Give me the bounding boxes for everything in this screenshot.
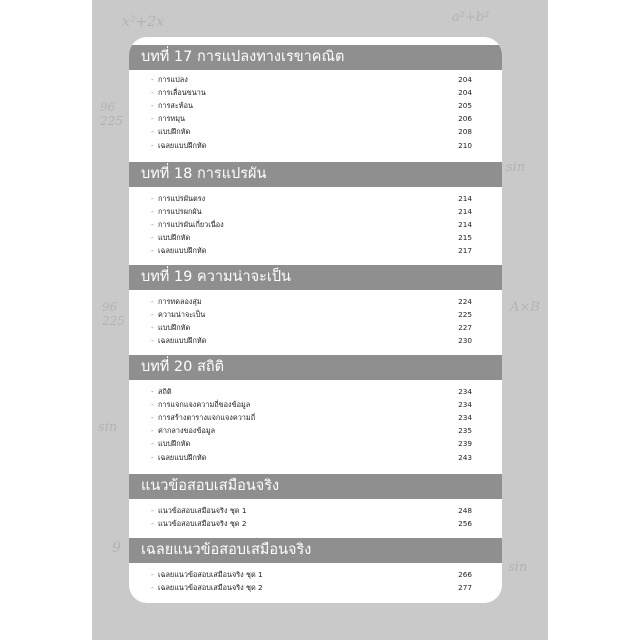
entry-title: ค่ากลางของข้อมูล — [158, 426, 216, 436]
entry-page-number: 256 — [458, 519, 472, 529]
entry-title: แนวข้อสอบเสมือนจริง ชุด 1 — [158, 506, 247, 515]
entry-title: การเลื่อนขนาน — [158, 88, 206, 98]
entry-title: การสร้างตารางแจกแจงความถี่ — [158, 413, 256, 423]
section-heading: บทที่ 20 สถิติ — [129, 355, 502, 380]
entry-page-number: 243 — [458, 452, 472, 462]
entry-title: การแปรผันตรง — [158, 194, 206, 203]
entry-title: การแจกแจงความถี่ของข้อมูล — [158, 400, 251, 410]
entry-title: การทดลองสุ่ม — [158, 297, 202, 306]
bullet-dash: - — [151, 426, 154, 436]
entry-title: แบบฝึกหัด — [158, 233, 191, 243]
math-doodle-decoration: 96 225 — [100, 100, 123, 128]
toc-entry[interactable] — [129, 87, 502, 99]
bullet-dash: - — [151, 233, 154, 243]
entry-title: การหมุน — [158, 114, 186, 124]
entry-title: แบบฝึกหัด — [158, 323, 191, 333]
entry-title: เฉลยแบบฝึกหัด — [158, 140, 207, 150]
toc-entry[interactable] — [129, 386, 502, 398]
section-heading: เฉลยแนวข้อสอบเสมือนจริง — [129, 538, 502, 563]
toc-entry[interactable] — [129, 335, 502, 347]
toc-entry[interactable] — [129, 232, 502, 244]
entry-page-number: 248 — [458, 506, 472, 515]
entry-page-number: 277 — [458, 583, 472, 593]
entry-page-number: 214 — [458, 194, 472, 203]
bullet-dash: - — [151, 246, 154, 256]
entry-page-number: 266 — [458, 570, 472, 579]
bullet-dash: - — [151, 88, 154, 98]
entry-title: การแปรผันเกี่ยวเนื่อง — [158, 220, 224, 230]
entry-page-number: 214 — [458, 207, 472, 217]
toc-entry[interactable] — [129, 245, 502, 257]
section-heading: บทที่ 19 ความน่าจะเป็น — [129, 265, 502, 290]
entry-page-number: 204 — [458, 75, 472, 84]
toc-entry[interactable] — [129, 322, 502, 334]
entry-title: สถิติ — [158, 387, 172, 396]
bullet-dash: - — [151, 194, 154, 203]
toc-entry[interactable] — [129, 518, 502, 530]
entry-title: แบบฝึกหัด — [158, 127, 191, 137]
bullet-dash: - — [151, 570, 154, 579]
entry-title: การแปลง — [158, 75, 188, 84]
entry-title: การแปรผกผัน — [158, 207, 202, 217]
table-of-contents-card — [129, 37, 502, 603]
section-heading: บทที่ 17 การแปลงทางเรขาคณิต — [129, 45, 502, 70]
toc-entry[interactable] — [129, 100, 502, 112]
entry-page-number: 217 — [458, 246, 472, 256]
entry-title: การสะท้อน — [158, 101, 193, 111]
bullet-dash: - — [151, 506, 154, 515]
toc-entry[interactable] — [129, 140, 502, 152]
bullet-dash: - — [151, 220, 154, 230]
bullet-dash: - — [151, 519, 154, 529]
toc-entry[interactable] — [129, 206, 502, 218]
toc-entry[interactable] — [129, 452, 502, 464]
entry-page-number: 208 — [458, 127, 472, 137]
entry-title: เฉลยแนวข้อสอบเสมือนจริง ชุด 2 — [158, 583, 263, 593]
entry-title: เฉลยแนวข้อสอบเสมือนจริง ชุด 1 — [158, 570, 263, 579]
entry-title: เฉลยแบบฝึกหัด — [158, 246, 207, 256]
toc-entry[interactable] — [129, 582, 502, 594]
entry-page-number: 230 — [458, 336, 472, 346]
entry-page-number: 205 — [458, 101, 472, 111]
bullet-dash: - — [151, 127, 154, 137]
entry-page-number: 227 — [458, 323, 472, 333]
toc-entry[interactable] — [129, 569, 502, 581]
bullet-dash: - — [151, 452, 154, 462]
toc-entry[interactable] — [129, 296, 502, 308]
bullet-dash: - — [151, 387, 154, 396]
toc-entry[interactable] — [129, 412, 502, 424]
toc-entry[interactable] — [129, 74, 502, 86]
math-doodle-decoration: 9 — [112, 540, 121, 556]
entry-page-number: 206 — [458, 114, 472, 124]
entry-page-number: 234 — [458, 400, 472, 410]
math-doodle-decoration: x²+2x — [122, 14, 165, 30]
bullet-dash: - — [151, 207, 154, 217]
toc-entry[interactable] — [129, 399, 502, 411]
toc-entry[interactable] — [129, 425, 502, 437]
math-doodle-decoration: 96 225 — [102, 300, 125, 328]
entry-page-number: 224 — [458, 297, 472, 306]
entry-title: ความน่าจะเป็น — [158, 310, 206, 320]
bullet-dash: - — [151, 297, 154, 306]
entry-title: เฉลยแบบฝึกหัด — [158, 336, 207, 346]
bullet-dash: - — [151, 583, 154, 593]
bullet-dash: - — [151, 310, 154, 320]
toc-entry[interactable] — [129, 438, 502, 450]
entry-page-number: 234 — [458, 387, 472, 396]
toc-entry[interactable] — [129, 219, 502, 231]
toc-entry[interactable] — [129, 505, 502, 517]
entry-page-number: 210 — [458, 140, 472, 150]
bullet-dash: - — [151, 101, 154, 111]
entry-page-number: 234 — [458, 413, 472, 423]
entry-page-number: 204 — [458, 88, 472, 98]
entry-title: เฉลยแบบฝึกหัด — [158, 452, 207, 462]
entry-page-number: 225 — [458, 310, 472, 320]
bullet-dash: - — [151, 413, 154, 423]
bullet-dash: - — [151, 323, 154, 333]
section-heading: แนวข้อสอบเสมือนจริง — [129, 474, 502, 499]
entry-page-number: 215 — [458, 233, 472, 243]
bullet-dash: - — [151, 140, 154, 150]
entry-title: แนวข้อสอบเสมือนจริง ชุด 2 — [158, 519, 247, 529]
entry-page-number: 214 — [458, 220, 472, 230]
toc-entry[interactable] — [129, 193, 502, 205]
math-doodle-decoration: sin — [508, 560, 528, 575]
entry-page-number: 239 — [458, 439, 472, 449]
section-heading: บทที่ 18 การแปรผัน — [129, 162, 502, 187]
math-doodle-decoration: sin — [506, 160, 526, 175]
entry-page-number: 235 — [458, 426, 472, 436]
math-doodle-decoration: A×B — [510, 300, 540, 315]
math-doodle-decoration: a²+b² — [452, 10, 490, 25]
bullet-dash: - — [151, 439, 154, 449]
bullet-dash: - — [151, 400, 154, 410]
toc-entry[interactable] — [129, 309, 502, 321]
toc-entry[interactable] — [129, 113, 502, 125]
math-doodle-decoration: sin — [98, 420, 118, 435]
bullet-dash: - — [151, 75, 154, 84]
bullet-dash: - — [151, 336, 154, 346]
toc-entry[interactable] — [129, 126, 502, 138]
bullet-dash: - — [151, 114, 154, 124]
entry-title: แบบฝึกหัด — [158, 439, 191, 449]
